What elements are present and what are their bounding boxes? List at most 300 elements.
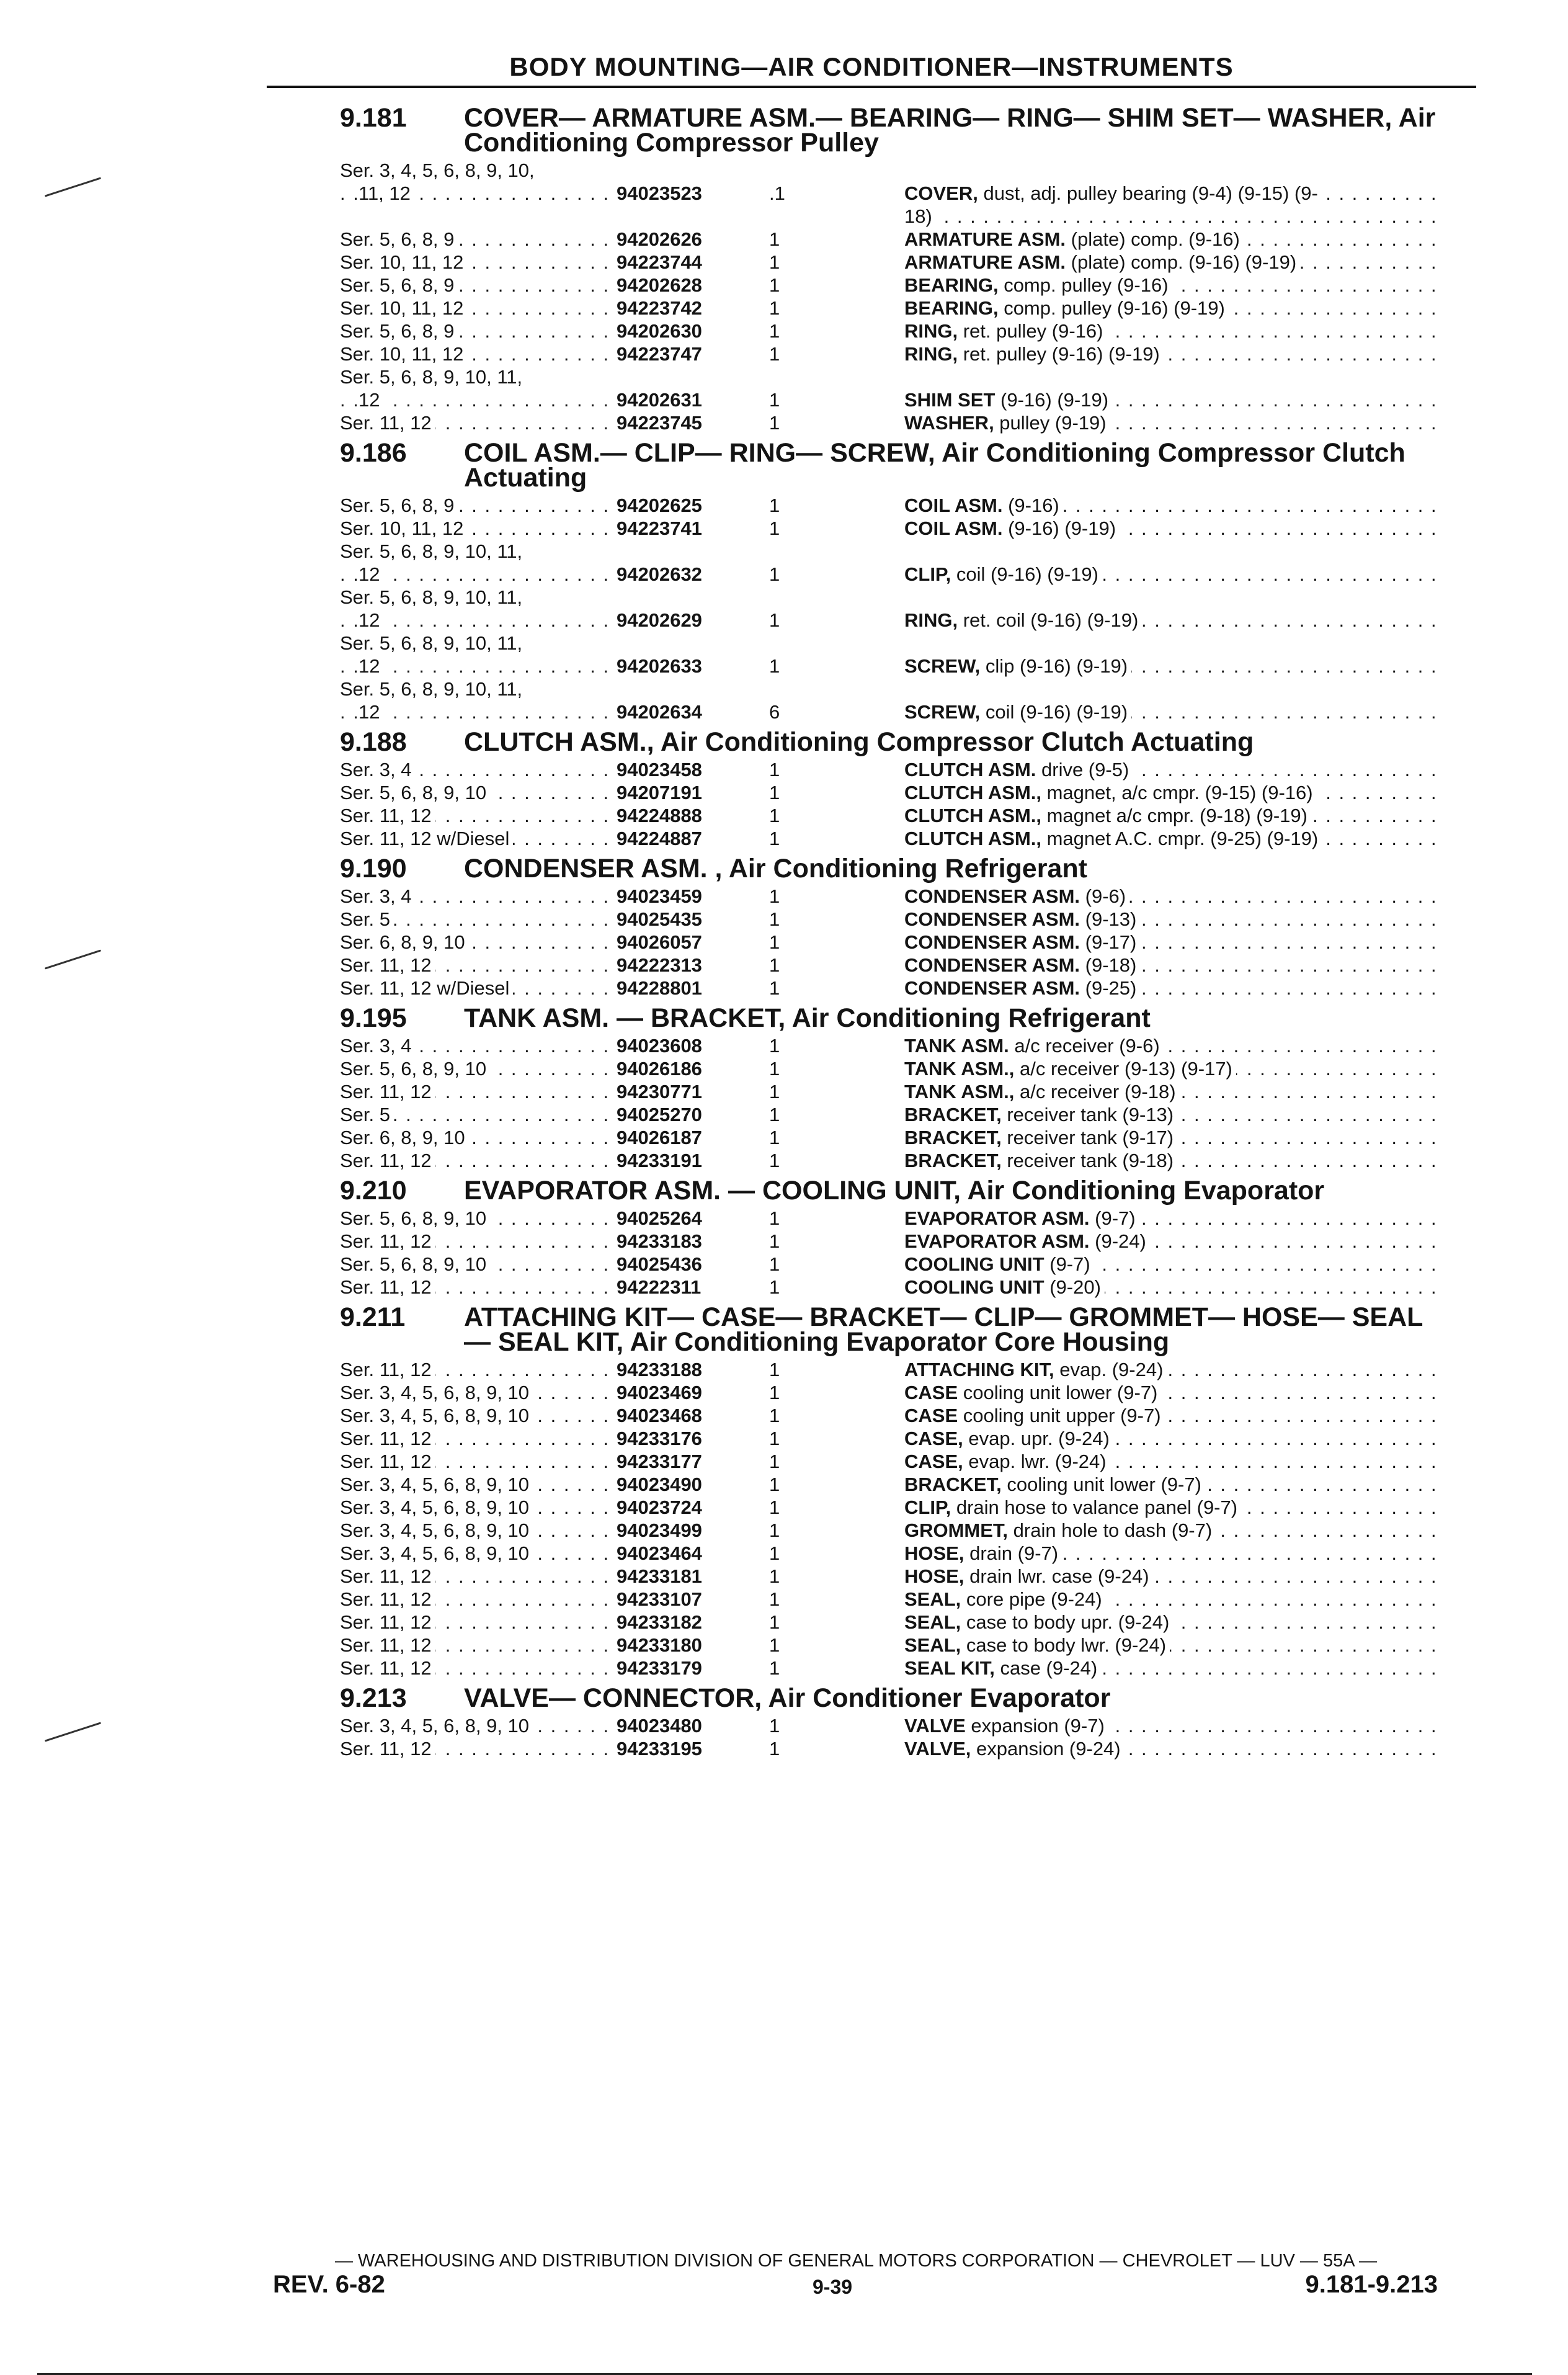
part-description: case (9-24) bbox=[994, 1657, 1098, 1679]
serial-cell bbox=[340, 1381, 613, 1404]
part-description: case to body upr. (9-24) bbox=[961, 1611, 1170, 1633]
part-name: ARMATURE ASM. bbox=[904, 251, 1066, 273]
serial-cell bbox=[340, 1230, 613, 1253]
part-name: WASHER, bbox=[904, 412, 994, 434]
part-description: (9-18) bbox=[1080, 954, 1137, 976]
section-heading bbox=[340, 856, 1444, 881]
part-name: HOSE, bbox=[904, 1542, 964, 1564]
serial-text: Ser. 3, 4, 5, 6, 8, 9, 10 bbox=[340, 1519, 533, 1541]
quantity bbox=[755, 365, 904, 388]
description-cell bbox=[904, 804, 1444, 827]
part-description: (9-7) bbox=[1044, 1253, 1090, 1275]
quantity: 1 bbox=[769, 320, 780, 342]
quantity: 1 bbox=[769, 828, 780, 849]
serial-cell bbox=[340, 1080, 613, 1103]
description-cell bbox=[904, 388, 1444, 411]
description-cell bbox=[904, 827, 1444, 850]
part-name: HOSE, bbox=[904, 1565, 964, 1587]
serial-cell bbox=[340, 1450, 613, 1473]
part-row bbox=[340, 1103, 1444, 1126]
part-number: 94023480 bbox=[617, 1715, 702, 1737]
part-row bbox=[340, 1404, 1444, 1427]
serial-text: 12 bbox=[359, 701, 383, 723]
part-description: drive (9-5) bbox=[1036, 759, 1129, 780]
quantity: .1 bbox=[769, 182, 785, 204]
serial-cell bbox=[340, 159, 613, 182]
part-name: TANK ASM., bbox=[904, 1058, 1015, 1080]
quantity: 1 bbox=[769, 1519, 780, 1541]
description-cell bbox=[904, 1427, 1444, 1450]
part-row bbox=[340, 1230, 1444, 1253]
description-cell bbox=[904, 228, 1444, 251]
part-name: CONDENSER ASM. bbox=[904, 885, 1080, 907]
description-cell bbox=[904, 274, 1444, 297]
quantity: 1 bbox=[769, 1081, 780, 1103]
part-number: 94222313 bbox=[617, 954, 702, 976]
part-number: 94023469 bbox=[617, 1382, 702, 1403]
part-description: ret. coil (9-16) (9-19) bbox=[958, 609, 1139, 631]
part-row bbox=[340, 1207, 1444, 1230]
serial-cell bbox=[340, 320, 613, 342]
part-number: 94233176 bbox=[617, 1428, 702, 1449]
serial-text: Ser. 11, 12 bbox=[340, 1611, 435, 1633]
part-row bbox=[340, 827, 1444, 850]
serial-text: Ser. 3, 4, 5, 6, 8, 9, 10 bbox=[340, 1715, 533, 1737]
description-cell bbox=[904, 1634, 1444, 1657]
serial-text: Ser. 11, 12 bbox=[340, 1588, 435, 1610]
part-number: 94233182 bbox=[617, 1611, 702, 1633]
serial-text: Ser. 10, 11, 12 bbox=[340, 517, 467, 539]
part-row bbox=[340, 182, 1444, 205]
part-number bbox=[613, 205, 755, 228]
description-cell bbox=[904, 1230, 1444, 1253]
description-cell bbox=[904, 1404, 1444, 1427]
part-row bbox=[340, 1427, 1444, 1450]
serial-cell bbox=[340, 1404, 613, 1427]
part-name: CLUTCH ASM., bbox=[904, 782, 1041, 803]
quantity: 1 bbox=[769, 389, 780, 411]
serial-cell bbox=[340, 1034, 613, 1057]
catalog-section bbox=[340, 1683, 1444, 1760]
part-name: VALVE bbox=[904, 1715, 966, 1737]
quantity: 1 bbox=[769, 977, 780, 999]
part-row bbox=[340, 1253, 1444, 1276]
part-row bbox=[340, 205, 1444, 228]
quantity: 1 bbox=[769, 1474, 780, 1495]
part-name: BRACKET, bbox=[904, 1150, 1002, 1171]
part-row bbox=[340, 908, 1444, 931]
part-name: CONDENSER ASM. bbox=[904, 977, 1080, 999]
serial-text: Ser. 10, 11, 12 bbox=[340, 297, 467, 319]
section-heading bbox=[340, 438, 1444, 493]
part-number: 94202631 bbox=[617, 389, 702, 411]
part-number: 94025270 bbox=[617, 1104, 702, 1125]
serial-text: Ser. 11, 12 bbox=[340, 1428, 435, 1449]
serial-cell bbox=[340, 1611, 613, 1634]
part-row bbox=[340, 274, 1444, 297]
part-row bbox=[340, 586, 1444, 609]
part-number: 94224887 bbox=[617, 828, 702, 849]
quantity: 1 bbox=[769, 1382, 780, 1403]
description-cell bbox=[904, 1057, 1444, 1080]
page-title: BODY MOUNTING—AIR CONDITIONER—INSTRUMENTS bbox=[509, 52, 1234, 81]
part-number: 94223742 bbox=[617, 297, 702, 319]
part-description: (9-16) bbox=[1002, 494, 1059, 516]
part-name: ARMATURE ASM. bbox=[904, 228, 1066, 250]
description-cell bbox=[904, 1126, 1444, 1149]
section-number: 9.211 bbox=[340, 1302, 406, 1332]
part-description: cooling unit lower (9-7) bbox=[1001, 1474, 1201, 1495]
serial-cell bbox=[340, 954, 613, 977]
quantity bbox=[755, 205, 904, 228]
description-cell bbox=[904, 1657, 1444, 1679]
serial-cell bbox=[340, 678, 613, 700]
quantity: 1 bbox=[769, 517, 780, 539]
quantity: 1 bbox=[769, 1611, 780, 1633]
serial-text: Ser. 11, 12 bbox=[340, 805, 435, 826]
serial-text: 12 bbox=[359, 609, 383, 631]
serial-text: Ser. 5, 6, 8, 9 bbox=[340, 320, 458, 342]
part-number bbox=[613, 586, 755, 609]
part-description: cooling unit upper (9-7) bbox=[958, 1405, 1161, 1426]
quantity bbox=[755, 159, 904, 182]
serial-text: 11, 12 bbox=[359, 182, 414, 204]
part-row bbox=[340, 609, 1444, 632]
quantity: 1 bbox=[769, 494, 780, 516]
description-cell bbox=[904, 1519, 1444, 1542]
part-number: 94223745 bbox=[617, 412, 702, 434]
part-number bbox=[613, 365, 755, 388]
serial-text: Ser. 6, 8, 9, 10 bbox=[340, 931, 469, 953]
part-row bbox=[340, 1714, 1444, 1737]
part-name: SEAL, bbox=[904, 1588, 961, 1610]
part-name: SHIM SET bbox=[904, 389, 996, 411]
part-number: 94223747 bbox=[617, 343, 702, 365]
serial-text: Ser. 5, 6, 8, 9, 10 bbox=[340, 1253, 490, 1275]
quantity: 1 bbox=[769, 1253, 780, 1275]
description-cell bbox=[904, 781, 1444, 804]
serial-text: Ser. 11, 12 bbox=[340, 1451, 435, 1472]
part-row bbox=[340, 494, 1444, 517]
part-row bbox=[340, 1126, 1444, 1149]
quantity: 1 bbox=[769, 274, 780, 296]
serial-cell bbox=[340, 563, 613, 586]
serial-cell bbox=[340, 931, 613, 954]
serial-text: Ser. 11, 12 bbox=[340, 1081, 435, 1103]
quantity bbox=[755, 678, 904, 700]
serial-cell bbox=[340, 1149, 613, 1172]
description-cell bbox=[904, 1714, 1444, 1737]
serial-text: Ser. 5, 6, 8, 9, 10, 11, bbox=[340, 586, 526, 608]
quantity: 1 bbox=[769, 1058, 780, 1080]
part-row bbox=[340, 563, 1444, 586]
part-number: 94223741 bbox=[617, 517, 702, 539]
page-header bbox=[267, 7, 1476, 88]
quantity: 1 bbox=[769, 1451, 780, 1472]
description-cell bbox=[904, 1450, 1444, 1473]
part-row bbox=[340, 1565, 1444, 1588]
part-row bbox=[340, 678, 1444, 700]
serial-cell bbox=[340, 182, 613, 205]
section-number: 9.213 bbox=[340, 1683, 407, 1713]
description-cell bbox=[904, 1473, 1444, 1496]
part-description: (9-7) bbox=[1089, 1207, 1136, 1229]
part-name: RING, bbox=[904, 609, 958, 631]
description-cell bbox=[904, 908, 1444, 931]
part-name: EVAPORATOR ASM. bbox=[904, 1230, 1090, 1252]
description-cell bbox=[904, 1276, 1444, 1299]
quantity bbox=[755, 540, 904, 563]
catalog-section bbox=[340, 727, 1444, 850]
part-row bbox=[340, 1381, 1444, 1404]
description-cell bbox=[904, 205, 1444, 228]
quantity: 1 bbox=[769, 1104, 780, 1125]
section-heading bbox=[340, 1003, 1444, 1033]
part-description: receiver tank (9-13) bbox=[1001, 1104, 1174, 1125]
quantity: 1 bbox=[769, 1715, 780, 1737]
part-description: (9-20) bbox=[1044, 1276, 1101, 1298]
part-name: SEAL, bbox=[904, 1634, 961, 1656]
description-cell bbox=[904, 563, 1444, 586]
part-number: 94202628 bbox=[617, 274, 702, 296]
quantity: 1 bbox=[769, 412, 780, 434]
serial-cell bbox=[340, 388, 613, 411]
part-description: coil (9-16) (9-19) bbox=[951, 563, 1098, 585]
part-row bbox=[340, 320, 1444, 342]
quantity: 1 bbox=[769, 1035, 780, 1057]
serial-text: Ser. 3, 4, 5, 6, 8, 9, 10 bbox=[340, 1382, 533, 1403]
description-cell bbox=[904, 1080, 1444, 1103]
part-number: 94233179 bbox=[617, 1657, 702, 1679]
part-row bbox=[340, 931, 1444, 954]
part-description: expansion (9-24) bbox=[971, 1738, 1121, 1760]
quantity: 1 bbox=[769, 1657, 780, 1679]
serial-text: Ser. 5, 6, 8, 9, 10 bbox=[340, 1058, 490, 1080]
serial-text: 12 bbox=[359, 389, 383, 411]
part-name: CASE bbox=[904, 1405, 958, 1426]
serial-text: Ser. 5 bbox=[340, 1104, 394, 1125]
part-name: CLUTCH ASM., bbox=[904, 805, 1041, 826]
part-name: SCREW, bbox=[904, 701, 981, 723]
part-description: 18) bbox=[904, 205, 932, 227]
serial-cell bbox=[340, 885, 613, 908]
part-name: COOLING UNIT bbox=[904, 1276, 1045, 1298]
part-name: BRACKET, bbox=[904, 1104, 1002, 1125]
description-cell bbox=[904, 182, 1444, 205]
quantity: 1 bbox=[769, 228, 780, 250]
part-row bbox=[340, 1276, 1444, 1299]
quantity: 1 bbox=[769, 1127, 780, 1148]
serial-text: Ser. 10, 11, 12 bbox=[340, 343, 467, 365]
section-number: 9.195 bbox=[340, 1003, 407, 1033]
part-description: evap. lwr. (9-24) bbox=[963, 1451, 1107, 1472]
part-name: VALVE, bbox=[904, 1738, 971, 1760]
serial-cell bbox=[340, 1207, 613, 1230]
part-number: 94023458 bbox=[617, 759, 702, 780]
serial-cell bbox=[340, 1057, 613, 1080]
part-name: CONDENSER ASM. bbox=[904, 931, 1080, 953]
description-cell bbox=[904, 1149, 1444, 1172]
part-row bbox=[340, 540, 1444, 563]
part-row bbox=[340, 804, 1444, 827]
part-description: clip (9-16) (9-19) bbox=[980, 655, 1128, 677]
part-row bbox=[340, 781, 1444, 804]
serial-cell bbox=[340, 1496, 613, 1519]
serial-text: 12 bbox=[359, 655, 383, 677]
part-row bbox=[340, 1057, 1444, 1080]
serial-cell bbox=[340, 1253, 613, 1276]
section-title: EVAPORATOR ASM. — COOLING UNIT, Air Conditioning Evaporator bbox=[464, 1176, 1325, 1205]
serial-cell bbox=[340, 1737, 613, 1760]
quantity: 1 bbox=[769, 1207, 780, 1229]
quantity: 1 bbox=[769, 563, 780, 585]
serial-cell bbox=[340, 1634, 613, 1657]
part-number: 94202625 bbox=[617, 494, 702, 516]
serial-cell bbox=[340, 494, 613, 517]
quantity: 1 bbox=[769, 1276, 780, 1298]
catalog-section bbox=[340, 438, 1444, 723]
part-row bbox=[340, 885, 1444, 908]
part-number: 94202634 bbox=[617, 701, 702, 723]
part-description: magnet, a/c cmpr. (9-15) (9-16) bbox=[1041, 782, 1313, 803]
quantity: 1 bbox=[769, 251, 780, 273]
part-number: 94230771 bbox=[617, 1081, 702, 1103]
part-number: 94233195 bbox=[617, 1738, 702, 1760]
part-name: RING, bbox=[904, 343, 958, 365]
quantity: 1 bbox=[769, 1428, 780, 1449]
serial-cell bbox=[340, 342, 613, 365]
part-row bbox=[340, 1611, 1444, 1634]
part-name: TANK ASM., bbox=[904, 1081, 1015, 1103]
quantity: 1 bbox=[769, 1738, 780, 1760]
description-cell bbox=[904, 411, 1444, 434]
part-row bbox=[340, 517, 1444, 540]
quantity: 1 bbox=[769, 1588, 780, 1610]
serial-cell bbox=[340, 1427, 613, 1450]
description-cell bbox=[904, 1565, 1444, 1588]
section-heading bbox=[340, 1178, 1444, 1203]
serial-text: Ser. 6, 8, 9, 10 bbox=[340, 1127, 469, 1148]
serial-cell bbox=[340, 609, 613, 632]
part-number: 94026057 bbox=[617, 931, 702, 953]
part-description: drain (9-7) bbox=[964, 1542, 1059, 1564]
serial-cell bbox=[340, 297, 613, 320]
serial-cell bbox=[340, 1276, 613, 1299]
part-name: BRACKET, bbox=[904, 1474, 1002, 1495]
part-description: a/c receiver (9-13) (9-17) bbox=[1014, 1058, 1232, 1080]
part-number: 94233181 bbox=[617, 1565, 702, 1587]
part-description: core pipe (9-24) bbox=[961, 1588, 1102, 1610]
footer-revision: REV. 6-82 bbox=[273, 2271, 385, 2298]
quantity: 1 bbox=[769, 782, 780, 803]
serial-text: Ser. 5 bbox=[340, 908, 394, 930]
quantity: 1 bbox=[769, 1230, 780, 1252]
serial-text: Ser. 3, 4, 5, 6, 8, 9, 10 bbox=[340, 1542, 533, 1564]
footer-division-line: — WAREHOUSING AND DISTRIBUTION DIVISION OF GENERAL MOTORS CORPORATION — CHEVROLET — LUV — 55A — bbox=[334, 2251, 1378, 2271]
description-cell bbox=[904, 1737, 1444, 1760]
serial-cell bbox=[340, 977, 613, 1000]
serial-cell bbox=[340, 804, 613, 827]
serial-cell bbox=[340, 1473, 613, 1496]
serial-text: Ser. 11, 12 bbox=[340, 1276, 435, 1298]
serial-text: Ser. 3, 4 bbox=[340, 1035, 415, 1057]
catalog-section bbox=[340, 856, 1444, 1000]
description-cell bbox=[904, 494, 1444, 517]
part-description: (9-25) bbox=[1080, 977, 1137, 999]
serial-text: Ser. 3, 4, 5, 6, 8, 9, 10 bbox=[340, 1496, 533, 1518]
section-number: 9.186 bbox=[340, 438, 407, 468]
part-number: 94233188 bbox=[617, 1359, 702, 1380]
part-description: (9-24) bbox=[1089, 1230, 1146, 1252]
part-name: COIL ASM. bbox=[904, 494, 1003, 516]
part-description: case to body lwr. (9-24) bbox=[961, 1634, 1167, 1656]
footer-page-number: 9-39 bbox=[813, 2276, 853, 2298]
part-row bbox=[340, 1450, 1444, 1473]
serial-cell bbox=[340, 700, 613, 723]
part-name: COOLING UNIT bbox=[904, 1253, 1045, 1275]
catalog-section bbox=[340, 1003, 1444, 1172]
serial-text: Ser. 3, 4 bbox=[340, 759, 415, 780]
part-row bbox=[340, 1657, 1444, 1679]
serial-cell bbox=[340, 228, 613, 251]
serial-text: Ser. 11, 12 bbox=[340, 1565, 435, 1587]
part-number: 94222311 bbox=[617, 1276, 702, 1298]
part-row bbox=[340, 1737, 1444, 1760]
part-number: 94023490 bbox=[617, 1474, 702, 1495]
part-name: CLIP, bbox=[904, 1496, 951, 1518]
description-cell bbox=[904, 1103, 1444, 1126]
serial-text: Ser. 11, 12 bbox=[340, 954, 435, 976]
quantity: 1 bbox=[769, 885, 780, 907]
part-name: CLUTCH ASM. bbox=[904, 759, 1036, 780]
part-name: CONDENSER ASM. bbox=[904, 908, 1080, 930]
serial-text: Ser. 11, 12 bbox=[340, 1657, 435, 1679]
serial-text: Ser. 5, 6, 8, 9, 10, 11, bbox=[340, 366, 526, 388]
serial-text: Ser. 3, 4, 5, 6, 8, 9, 10 bbox=[340, 1474, 533, 1495]
part-description: (9-16) (9-19) bbox=[995, 389, 1109, 411]
section-title: ATTACHING KIT— CASE— BRACKET— CLIP— GROMMET— HOSE— SEAL— SEAL KIT, Air Conditioning Evaporator Core Housing bbox=[464, 1302, 1423, 1357]
part-number: 94233177 bbox=[617, 1451, 702, 1472]
serial-cell bbox=[340, 1542, 613, 1565]
description-cell bbox=[904, 1611, 1444, 1634]
description-cell bbox=[904, 1588, 1444, 1611]
serial-cell bbox=[340, 365, 613, 388]
description-cell bbox=[904, 1381, 1444, 1404]
quantity: 1 bbox=[769, 343, 780, 365]
description-cell bbox=[904, 954, 1444, 977]
serial-text: Ser. 5, 6, 8, 9, 10 bbox=[340, 782, 490, 803]
quantity: 1 bbox=[769, 931, 780, 953]
part-row bbox=[340, 251, 1444, 274]
part-name: COVER, bbox=[904, 182, 978, 204]
part-number: 94023464 bbox=[617, 1542, 702, 1564]
section-heading bbox=[340, 103, 1444, 158]
part-number: 94233191 bbox=[617, 1150, 702, 1171]
serial-cell bbox=[340, 274, 613, 297]
part-name: GROMMET, bbox=[904, 1519, 1009, 1541]
quantity: 1 bbox=[769, 954, 780, 976]
part-description: ret. pulley (9-16) bbox=[958, 320, 1103, 342]
part-number: 94233180 bbox=[617, 1634, 702, 1656]
part-description: comp. pulley (9-16) (9-19) bbox=[998, 297, 1225, 319]
part-number: 94224888 bbox=[617, 805, 702, 826]
part-number bbox=[613, 540, 755, 563]
part-description: evap. (9-24) bbox=[1054, 1359, 1164, 1380]
part-row bbox=[340, 954, 1444, 977]
part-name: COIL ASM. bbox=[904, 517, 1003, 539]
serial-cell bbox=[340, 411, 613, 434]
serial-text: Ser. 3, 4, 5, 6, 8, 9, 10, bbox=[340, 159, 538, 181]
